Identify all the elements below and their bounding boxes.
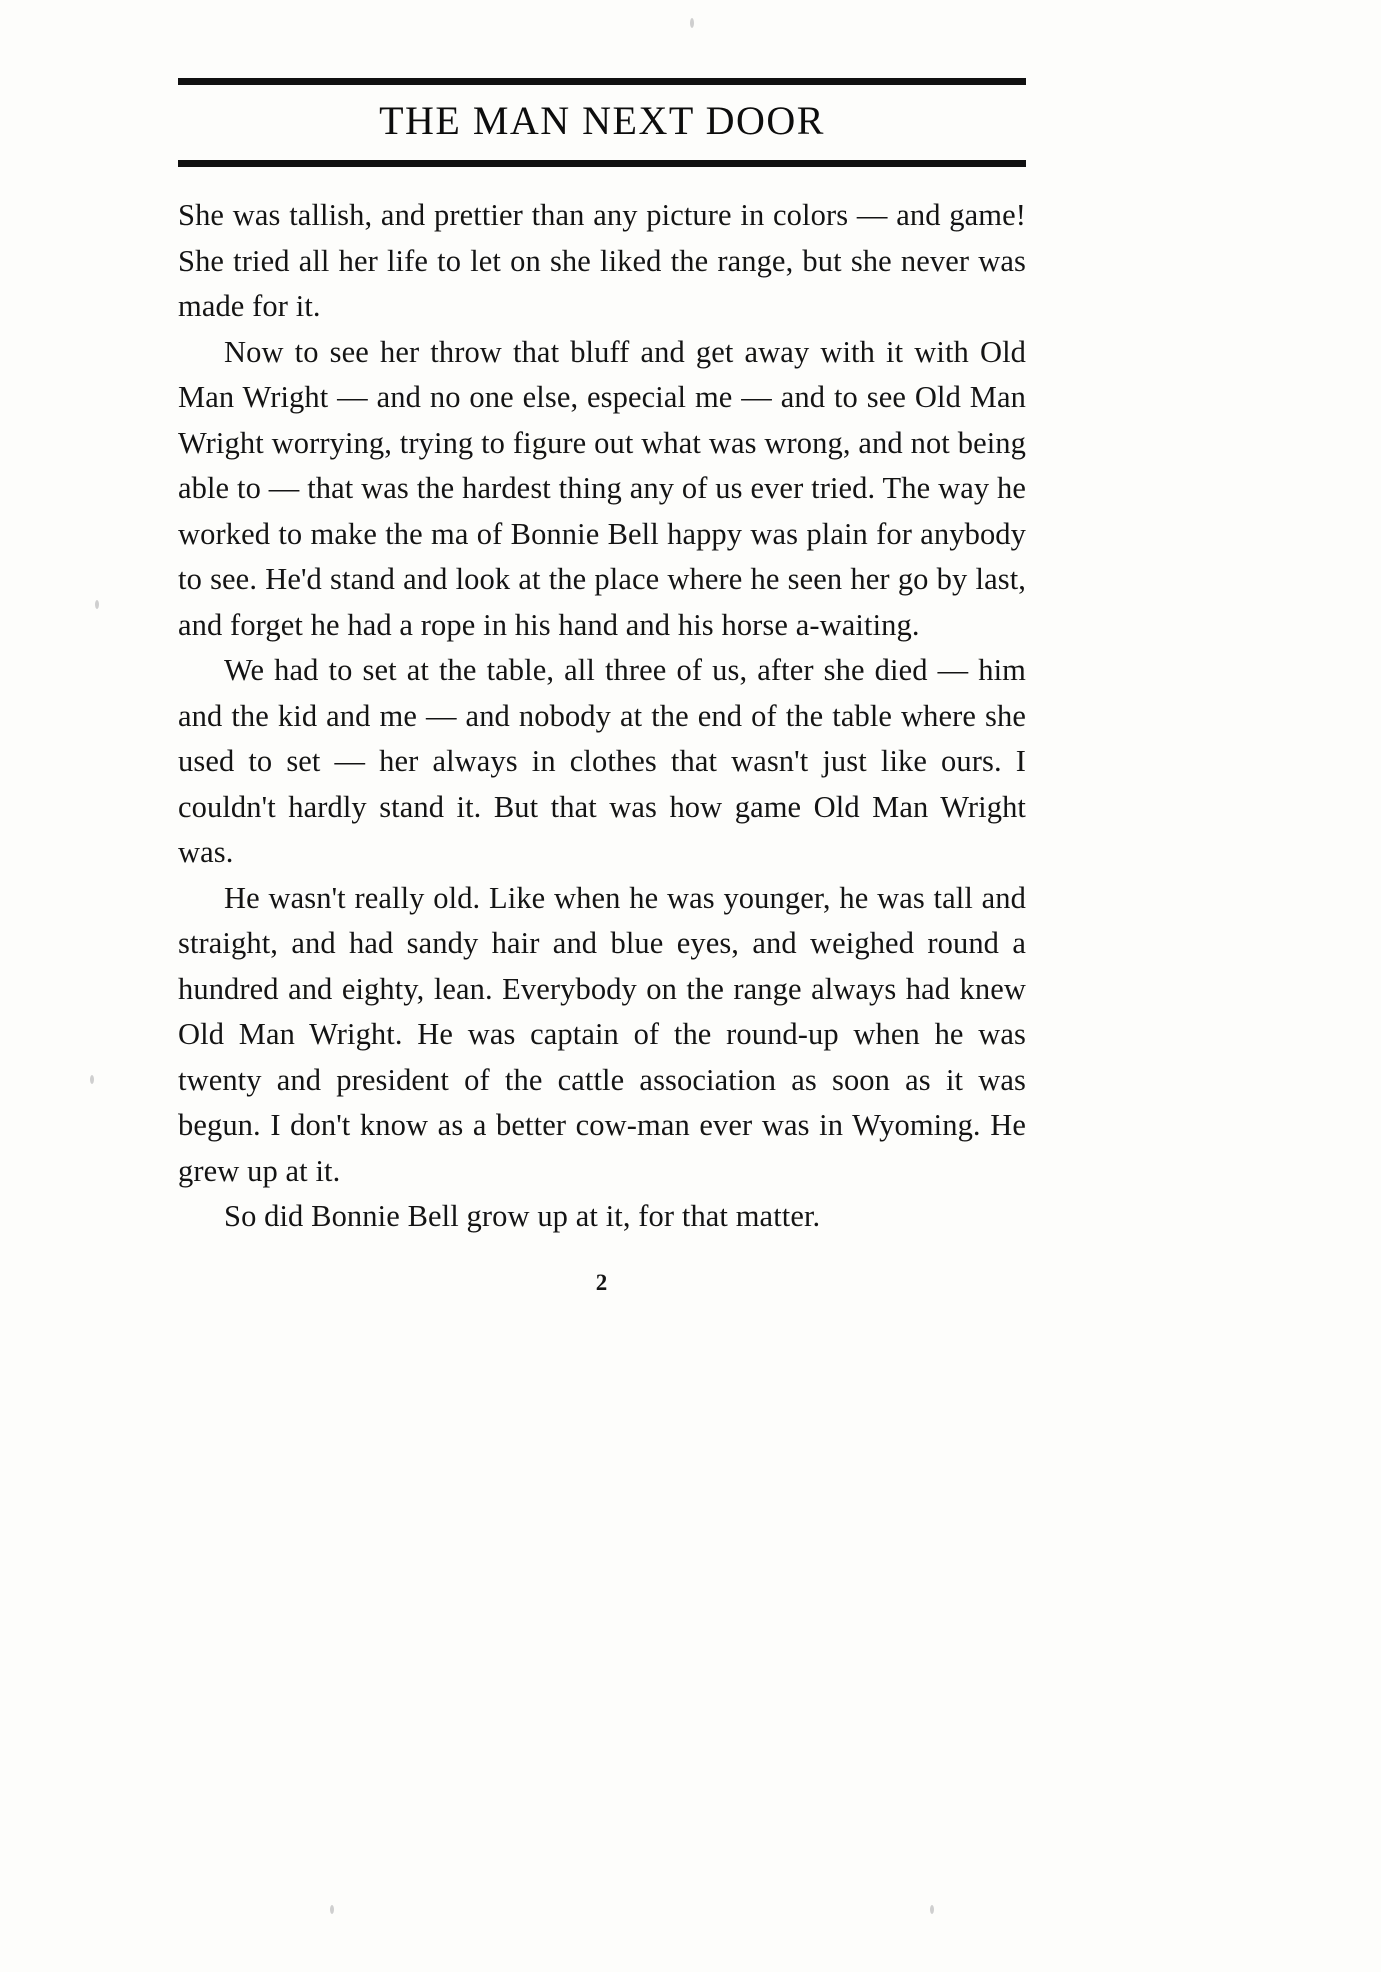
- paragraph: We had to set at the table, all three of us, after she died — him and the kid and me — and nobody at the end of the table where she used to set — her always in clothes that wasn't just like ours. I couldn't hardly stand it. But that was how game Old Man Wright was.: [178, 653, 1026, 869]
- paragraph: She was tallish, and prettier than any picture in colors — and game! She tried all her life to let on she liked the range, but she never was made for it.: [178, 198, 1026, 323]
- page-speck: [690, 18, 694, 28]
- page-speck: [330, 1905, 334, 1914]
- page-speck: [930, 1905, 934, 1914]
- page-speck: [90, 1075, 94, 1084]
- page-content: [178, 78, 1026, 1296]
- page-number: 2: [595, 1269, 609, 1295]
- header-rule-bottom: [178, 160, 1026, 167]
- running-head: THE MAN NEXT DOOR: [379, 98, 825, 143]
- paragraph: Now to see her throw that bluff and get away with it with Old Man Wright — and no one else, especial me — and to see Old Man Wright worrying, trying to figure out what was wrong, and not being able to — that was the hardest thing any of us ever tried. The way he worked to make the ma of Bonnie Bell happy was plain for anybody to see. He'd stand and look at the place where he seen her go by last, and forget he had a rope in his hand and his horse a-waiting.: [178, 334, 1026, 642]
- header-rule-top: [178, 78, 1026, 85]
- paragraph: So did Bonnie Bell grow up at it, for that matter.: [224, 1199, 821, 1233]
- paragraph: He wasn't really old. Like when he was younger, he was tall and straight, and had sandy hair and blue eyes, and weighed round a hundred and eighty, lean. Everybody on the range always had knew Old Man Wright. He was captain of the round-up when he was twenty and president of the cattle association as soon as it was begun. I don't know as a better cow-man ever was in Wyoming. He grew up at it.: [178, 880, 1026, 1188]
- page-speck: [95, 600, 99, 609]
- body-text: [178, 193, 1026, 1240]
